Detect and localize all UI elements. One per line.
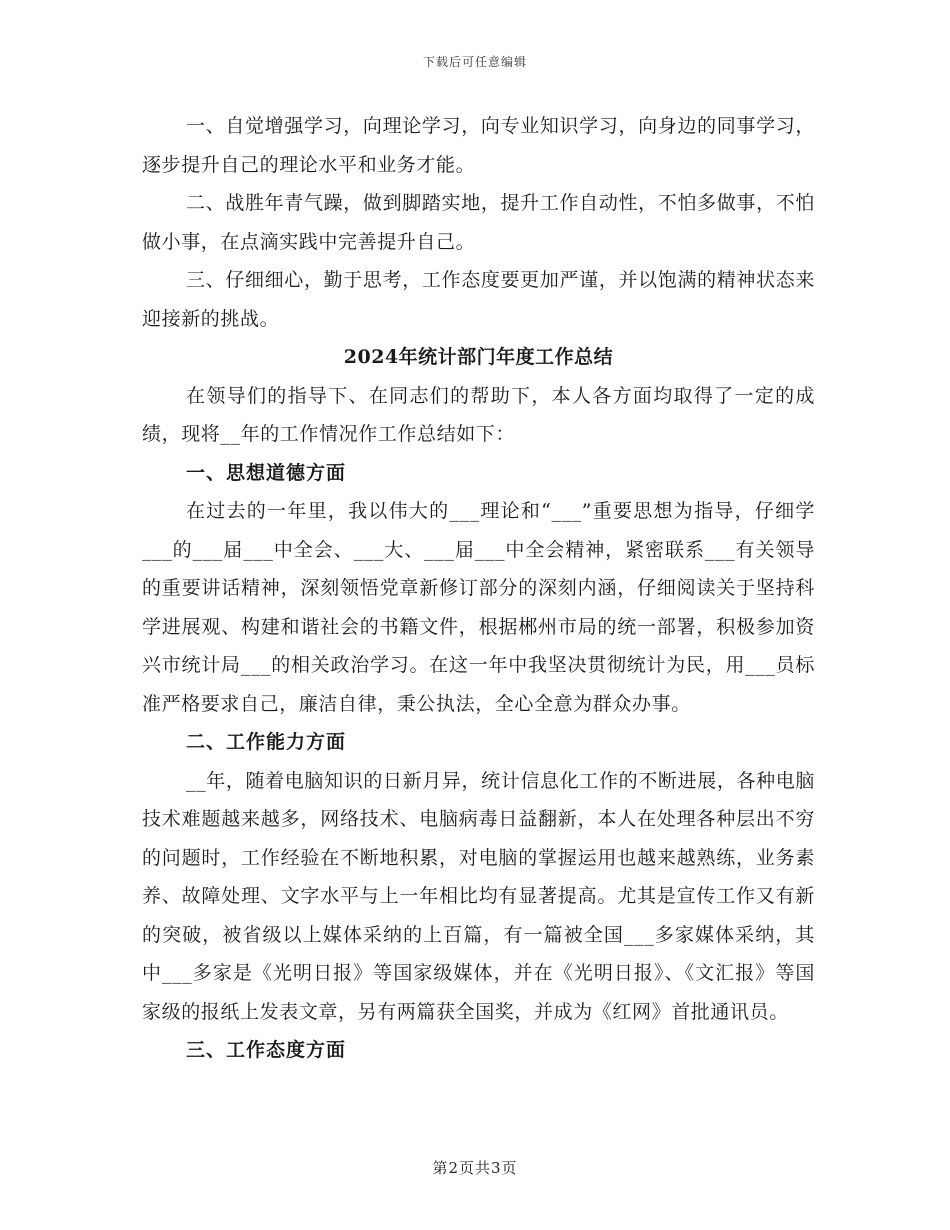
section-heading-2: 二、工作能力方面 xyxy=(186,731,347,753)
section-body-1: 在过去的一年里，我以伟大的___理论和“___”重要思想为指导，仔细学___的___届___中全会、___大、___届___中全会精神，紧密联系___有关领导的重要讲话精神，深刻领悟党章新修订部分的深刻内涵，仔细阅读关于坚持科学进展观、构建和谐社会的书籍文件，根据郴州市局的统一部署，积极参加资兴市统计局___的相关政治学习。在这一年中我坚决贯彻统计为民，用___员标准严格要求自己，廉洁自律，秉公执法，全心全意为群众办事。 xyxy=(142,500,815,715)
intro-paragraph-1: 一、自觉增强学习，向理论学习，向专业知识学习，向身边的同事学习，逐步提升自己的理论水平和业务才能。 xyxy=(142,115,815,176)
document-title: 2024年统计部门年度工作总结 xyxy=(343,346,614,368)
header-note: 下载后可任意编辑 xyxy=(422,55,527,69)
opening-paragraph: 在领导们的指导下、在同志们的帮助下，本人各方面均取得了一定的成绩，现将__年的工作情况作工作总结如下： xyxy=(142,384,815,445)
section-body-2: __年，随着电脑知识的日新月异，统计信息化工作的不断进展，各种电脑技术难题越来越多，网络技术、电脑病毒日益翻新，本人在处理各种层出不穷的问题时，工作经验在不断地积累，对电脑的掌握运用也越来越熟练，业务素养、故障处理、文字水平与上一年相比均有显著提高。尤其是宣传工作又有新的突破，被省级以上媒体采纳的上百篇，有一篇被全国___多家媒体采纳，其中___多家是《光明日报》等国家级媒体，并在《光明日报》、《文汇报》等国家级的报纸上发表文章，另有两篇获全国奖，并成为《红网》首批通讯员。 xyxy=(142,769,815,1023)
page-footer: 第2页共3页 xyxy=(432,1159,518,1177)
document-body xyxy=(142,107,815,1070)
intro-paragraph-2: 二、战胜年青气躁，做到脚踏实地，提升工作自动性，不怕多做事，不怕做小事，在点滴实践中完善提升自己。 xyxy=(142,192,815,253)
section-heading-1: 一、思想道德方面 xyxy=(186,461,347,484)
section-heading-3: 三、工作态度方面 xyxy=(186,1039,347,1061)
intro-paragraph-3: 三、仔细细心，勤于思考，工作态度要更加严谨，并以饱满的精神状态来迎接新的挑战。 xyxy=(142,269,815,330)
